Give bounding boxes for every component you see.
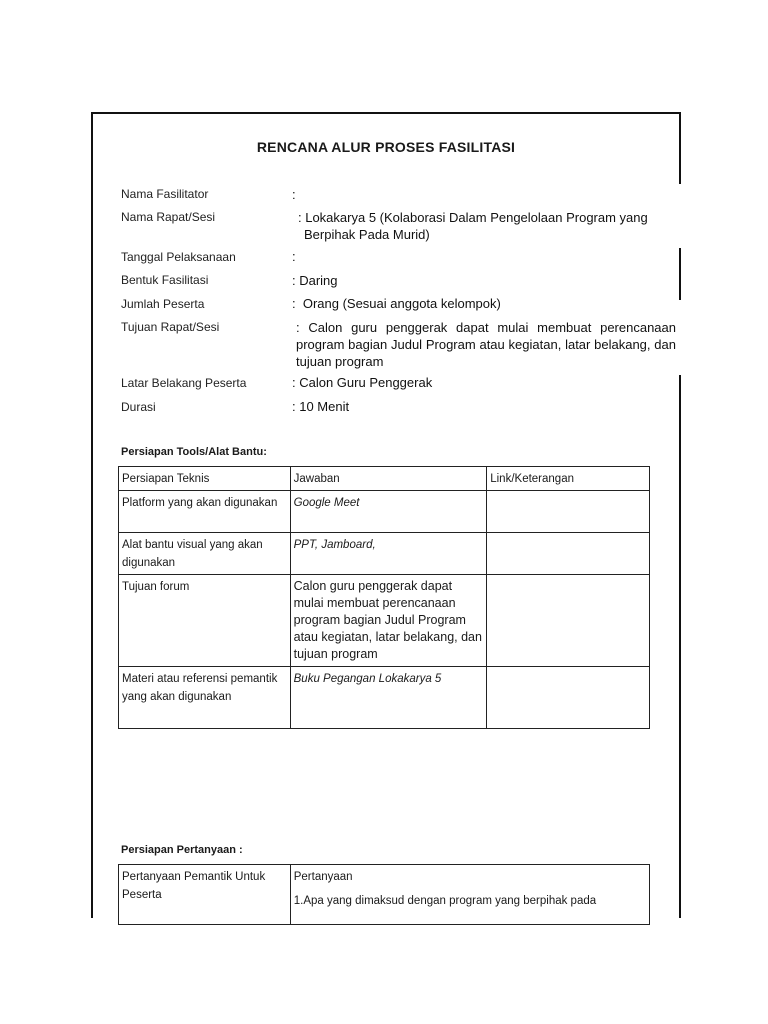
field-value-durasi: : 10 Menit bbox=[292, 399, 350, 414]
table-row bbox=[119, 865, 650, 925]
table-cell-note bbox=[487, 533, 650, 575]
page-border-top bbox=[91, 112, 681, 114]
tools-section-heading: Persiapan Tools/Alat Bantu: bbox=[121, 446, 267, 458]
questions-header: Pertanyaan bbox=[293, 871, 353, 883]
field-value-tanggal: : bbox=[292, 249, 296, 264]
table-cell-item: Platform yang akan digunakan bbox=[119, 491, 291, 533]
table-cell-question-label: Pertanyaan Pemantik Untuk Peserta bbox=[119, 865, 291, 925]
field-value-bentuk-fasilitasi: : Daring bbox=[292, 273, 338, 288]
table-cell-note bbox=[487, 667, 650, 729]
table-header-cell: Link/Keterangan bbox=[487, 467, 650, 491]
page-border-right bbox=[679, 248, 681, 300]
field-label-nama-rapat: Nama Rapat/Sesi bbox=[121, 210, 216, 224]
table-cell-answer: Google Meet bbox=[290, 491, 487, 533]
field-label-jumlah-peserta: Jumlah Peserta bbox=[121, 297, 205, 311]
page-title: RENCANA ALUR PROSES FASILITASI bbox=[256, 139, 516, 155]
table-row bbox=[119, 575, 650, 667]
table-cell-answer: PPT, Jamboard, bbox=[290, 533, 487, 575]
table-cell-answer: Calon guru penggerak dapat mulai membuat perencanaan program bagian Judul Program atau kegiatan, latar belakang, dan tujuan program bbox=[290, 575, 487, 667]
questions-section-heading: Persiapan Pertanyaan : bbox=[121, 844, 243, 856]
table-cell-item: Materi atau referensi pemantik yang akan digunakan bbox=[119, 667, 291, 729]
table-cell-questions bbox=[290, 865, 649, 925]
field-label-durasi: Durasi bbox=[121, 400, 156, 414]
page-border-right bbox=[679, 112, 681, 184]
table-cell-item: Tujuan forum bbox=[119, 575, 291, 667]
table-cell-item: Alat bantu visual yang akan digunakan bbox=[119, 533, 291, 575]
table-header-cell: Persiapan Teknis bbox=[119, 467, 291, 491]
table-cell-answer: Buku Pegangan Lokakarya 5 bbox=[290, 667, 487, 729]
table-row bbox=[119, 667, 650, 729]
table-header-cell: Jawaban bbox=[290, 467, 487, 491]
table-cell-note bbox=[487, 575, 650, 667]
table-header-row bbox=[119, 467, 650, 491]
table-cell-note bbox=[487, 491, 650, 533]
table-row bbox=[119, 533, 650, 575]
field-value-nama-fasilitator: : bbox=[292, 187, 296, 202]
table-row bbox=[119, 491, 650, 533]
field-value-latar-belakang: : Calon Guru Penggerak bbox=[292, 375, 433, 390]
question-item: 1.Apa yang dimaksud dengan program yang berpihak pada bbox=[293, 895, 597, 907]
tools-table bbox=[118, 466, 650, 729]
field-label-tujuan: Tujuan Rapat/Sesi bbox=[121, 320, 220, 334]
field-label-bentuk-fasilitasi: Bentuk Fasilitasi bbox=[121, 273, 209, 287]
field-label-tanggal: Tanggal Pelaksanaan bbox=[121, 250, 236, 264]
page-border-left bbox=[91, 112, 93, 918]
field-value-nama-rapat: : Lokakarya 5 (Kolaborasi Dalam Pengelolaan Program yang Berpihak Pada Murid) bbox=[298, 210, 648, 242]
field-value-jumlah-peserta: : Orang (Sesuai anggota kelompok) bbox=[292, 296, 501, 311]
field-label-nama-fasilitator: Nama Fasilitator bbox=[121, 187, 209, 201]
field-label-latar-belakang: Latar Belakang Peserta bbox=[121, 376, 247, 390]
field-value-tujuan: : Calon guru penggerak dapat mulai membuat perencanaan program bagian Judul Program atau kegiatan, latar belakang, dan tujuan program bbox=[296, 320, 676, 369]
page-border-right bbox=[679, 375, 681, 918]
questions-table bbox=[118, 864, 650, 925]
